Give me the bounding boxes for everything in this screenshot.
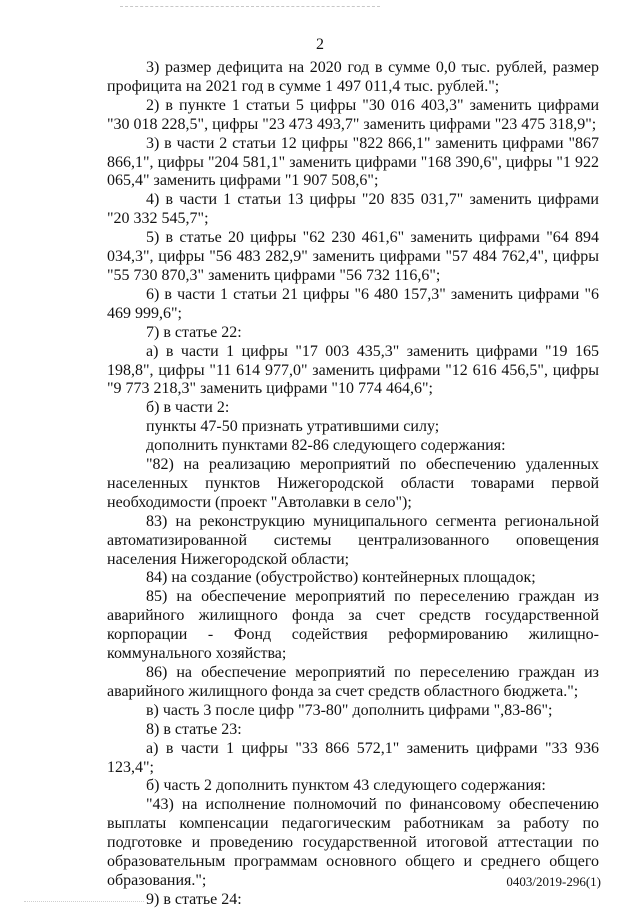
page-number: 2 — [316, 36, 324, 53]
paragraph: "43) на исполнение полномочий по финансовому обеспечению выплаты компенсации педагогическим работникам за работу по подготовке и проведению государственной итоговой аттестации по образовательным программам основного общего и среднего общего образования."; — [107, 796, 599, 889]
scan-artifact-bottom — [24, 901, 144, 903]
document-body — [107, 59, 599, 910]
paragraph: 84) на создание (обустройство) контейнерных площадок; — [146, 569, 536, 587]
paragraph: 2) в пункте 1 статьи 5 цифры "30 016 403,3" заменить цифрами "30 018 228,5", цифры "23 473 493,7" заменить цифрами "23 475 318,9"; — [107, 96, 599, 133]
paragraph: 85) на обеспечение мероприятий по переселению граждан из аварийного жилищного фонда за счет средств государственной корпорации - Фонд содействия реформированию жилищно-коммунального хозяйства; — [107, 588, 599, 663]
document-code: 0403/2019-296(1) — [506, 874, 601, 889]
paragraph: б) часть 2 дополнить пунктом 43 следующего содержания: — [146, 777, 546, 795]
paragraph: 7) в статье 22: — [146, 323, 242, 341]
paragraph: 4) в части 1 статьи 13 цифры "20 835 031,7" заменить цифрами "20 332 545,7"; — [107, 191, 599, 228]
paragraph: в) часть 3 после цифр "73-80" дополнить цифрами ",83-86"; — [146, 701, 553, 719]
scan-artifact-top — [120, 6, 380, 8]
paragraph: 6) в части 1 статьи 21 цифры "6 480 157,3" заменить цифрами "6 469 999,6"; — [107, 285, 599, 322]
paragraph: б) в части 2: — [146, 399, 230, 417]
paragraph: 3) размер дефицита на 2020 год в сумме 0,0 тыс. рублей, размер профицита на 2021 год в сумме 1 497 011,4 тыс. рублей."; — [107, 59, 599, 95]
paragraph: пункты 47-50 признать утратившими силу; — [146, 418, 440, 436]
paragraph: а) в части 1 цифры "17 003 435,3" заменить цифрами "19 165 198,8", цифры "11 614 977,0" заменить цифрами "12 616 456,5", цифры "9 773 218,3" заменить цифрами "10 774 464,6"; — [107, 342, 599, 398]
paragraph: дополнить пунктами 82-86 следующего содержания: — [146, 437, 506, 455]
paragraph: 83) на реконструкцию муниципального сегмента региональной автоматизированной системы централизованного оповещения населения Нижегородской области; — [107, 512, 599, 568]
paragraph: а) в части 1 цифры "33 866 572,1" заменить цифрами "33 936 123,4"; — [107, 739, 599, 776]
paragraph: 8) в статье 23: — [146, 720, 242, 738]
paragraph: 9) в статье 24: — [146, 890, 242, 908]
paragraph: "82) на реализацию мероприятий по обеспечению удаленных населенных пунктов Нижегородской области товарами первой необходимости (проект "Автолавки в село"); — [107, 456, 599, 511]
paragraph: 86) на обеспечение мероприятий по переселению граждан из аварийного жилищного фонда за счет средств областного бюджета."; — [107, 664, 599, 700]
paragraph: 5) в статье 20 цифры "62 230 461,6" заменить цифрами "64 894 034,3", цифры "56 483 282,9" заменить цифрами "57 484 762,4", цифры "55 730 870,3" заменить цифрами "56 732 116,6"; — [107, 229, 599, 284]
paragraph: 3) в части 2 статьи 12 цифры "822 866,1" заменить цифрами "867 866,1", цифры "204 581,1" заменить цифрами "168 390,6", цифры "1 922 065,4" заменить цифрами "1 907 508,6"; — [107, 134, 599, 190]
